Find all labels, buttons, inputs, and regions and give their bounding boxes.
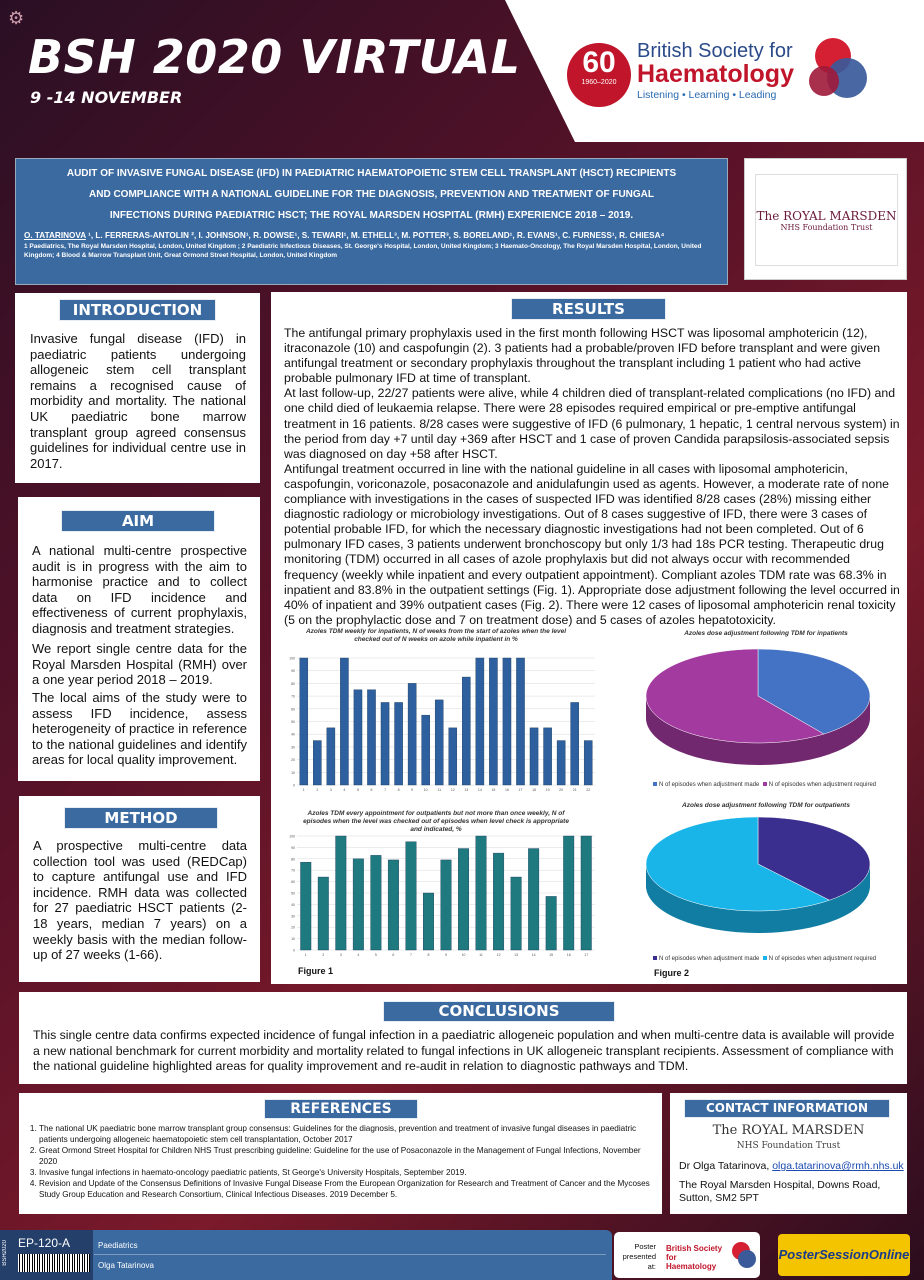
aim-heading: AIM [61, 510, 215, 532]
banner-title: BSH 2020 VIRTUAL [28, 30, 521, 84]
contact-name: Dr Olga Tatarinova, [679, 1160, 773, 1172]
aim-paragraph: The local aims of the study were to assess IFD incidence, assess heterogeneity of practice in reference to the national guidelines and identify areas for local quality improvement. [32, 690, 247, 768]
bar [530, 728, 538, 785]
footer-divider [94, 1254, 606, 1255]
x-tick-label: 22 [586, 788, 591, 792]
chart2-title: Azoles dose adjustment following TDM for inpatients [684, 630, 848, 637]
x-tick-label: 13 [464, 788, 469, 792]
bar [581, 836, 592, 950]
bar [557, 741, 565, 785]
y-tick-label: 40 [291, 732, 295, 737]
first-author: O. TATARINOVA [24, 231, 86, 240]
figure2-label: Figure 2 [654, 968, 690, 978]
bar [516, 658, 524, 785]
x-tick-label: 10 [423, 788, 428, 792]
x-tick-label: 1 [304, 953, 307, 957]
poster-title-box [15, 158, 728, 285]
x-tick-label: 6 [370, 788, 373, 792]
method-text: A prospective multi-centre data collection tool was used (REDCap) to capture antifungal use and IFD incidence. RMH data was collected for 27 paediatric HSCT patients (2-18 years, median 7 years) on a weekly basis with the median follow-up of 27 weeks (1-66). [33, 838, 247, 963]
bar [493, 853, 504, 950]
y-tick-label: 60 [291, 880, 295, 885]
references-panel [19, 1093, 662, 1214]
reference-item: 2. Great Ormond Street Hospital for Children NHS Trust prescribing guideline: Guideline for the use of Posaconazole in the Management of Fungal Infections, November 2020 [39, 1145, 655, 1167]
x-tick-label: 16 [566, 953, 571, 957]
contact-heading: CONTACT INFORMATION [684, 1099, 890, 1118]
results-panel [271, 292, 907, 984]
bar [435, 700, 443, 785]
introduction-panel [15, 293, 260, 483]
chart1-title: Azoles TDM weekly for inpatients, N of weeks from the start of azoles when the level checked out of N weeks on azole while inpatient in % [305, 628, 567, 643]
chart4-title: Azoles dose adjustment following TDM for outpatients [682, 802, 850, 809]
poster-session-online-logo[interactable]: PosterSessionOnline [778, 1234, 910, 1276]
aim-panel [18, 497, 260, 781]
presented-logo-text: British Society for Haematology [666, 1244, 723, 1271]
rm-logo-sub: NHS Foundation Trust [780, 223, 873, 232]
banner-dates: 9 -14 NOVEMBER [30, 88, 183, 107]
x-tick-label: 11 [479, 953, 483, 957]
contact-address: The Royal Marsden Hospital, Downs Road, Sutton, SM2 5PT [679, 1179, 881, 1204]
affiliations: 1 Paediatrics, The Royal Marsden Hospital, London, United Kingdom ; 2 Paediatric Infectious Diseases, St. George's Hospital, London, United Kingdom; 3 Haemato-Oncology, The Royal Marsden Hospital, London, United Kingdom; 4 Blood & Marrow Transplant Unit, Great Ormond Street Hospital, London, United Kingdom [24, 243, 702, 259]
x-tick-label: 15 [491, 788, 496, 792]
method-heading: METHOD [64, 807, 218, 829]
results-paragraph: The antifungal primary prophylaxis used in the first month following HSCT was liposomal amphotericin (12), itraconazole (10) and caspofungin (2). 3 patients had a probable/proven IFD before transplant and were given antifungal treatment or secondary prophylaxis throughout the transplant including 1 patient who had active probable pulmonary IFD at time of transplant. [284, 326, 881, 386]
footer-author: Olga Tatarinova [98, 1261, 154, 1270]
contact-logo-sub: NHS Foundation Trust [736, 1141, 841, 1151]
contact-panel [670, 1093, 907, 1214]
legend-label: N of episodes when adjustment required [768, 782, 877, 788]
bar [423, 893, 434, 950]
outpatient-tdm-bar-chart [283, 832, 603, 964]
bar [300, 658, 308, 785]
bar [503, 658, 511, 785]
anniversary-badge [567, 43, 631, 107]
figure1-label: Figure 1 [298, 966, 334, 976]
y-tick-label: 70 [291, 868, 295, 873]
contact-email-link[interactable]: olga.tatarinova@rmh.nhs.uk [772, 1160, 904, 1172]
inpatient-dose-pie-chart [643, 644, 893, 774]
bar [354, 690, 362, 785]
bsh-logo-circle-icon [809, 66, 839, 96]
bsh-tagline: Listening • Learning • Leading [637, 89, 777, 101]
y-tick-label: 50 [291, 891, 295, 896]
x-tick-label: 14 [477, 788, 482, 792]
bar [563, 836, 574, 950]
bar [336, 836, 347, 950]
y-tick-label: 30 [291, 745, 295, 750]
legend-label: N of episodes when adjustment made [659, 956, 760, 962]
introduction-heading: INTRODUCTION [59, 299, 216, 321]
method-panel [19, 796, 260, 982]
chart3-title: Azoles TDM every appointment for outpatients but not more than once weekly, N of episodes when the level was checked out of episodes when level check is appropriate and indicated, % [303, 810, 569, 833]
x-tick-label: 15 [549, 953, 554, 957]
x-tick-label: 10 [461, 953, 466, 957]
x-tick-label: 4 [343, 788, 346, 792]
bar [406, 842, 417, 950]
chart4-legend [653, 956, 876, 962]
bar [544, 728, 552, 785]
bsh-name-line1: British Society for [637, 40, 793, 62]
y-tick-label: 10 [291, 770, 295, 775]
x-tick-label: 14 [531, 953, 536, 957]
aim-paragraph: A national multi-centre prospective audit is in progress with the aim to harmonise practice and to collect data on IFD incidence and effectiveness of current prophylaxis, diagnosis and treatment strategies. [32, 543, 247, 636]
bar [395, 702, 403, 785]
poster-title-line: AND COMPLIANCE WITH A NATIONAL GUIDELINE FOR THE DIAGNOSIS, PREVENTION AND TREATMENT OF FUNGAL [89, 189, 654, 200]
y-tick-label: 30 [291, 914, 295, 919]
x-tick-label: 2 [316, 788, 319, 792]
reference-item: 4. Revision and Update of the Consensus Definitions of Invasive Fungal Disease From the European Organization for Research and Treatment of Cancer and the Mycoses Study Group Education and Research Consortium, Clinical Infectious Diseases. 2019 December 5. [39, 1178, 655, 1200]
y-tick-label: 80 [291, 681, 295, 686]
bar [388, 860, 399, 950]
presented-at-box[interactable] [614, 1232, 760, 1278]
x-tick-label: 19 [545, 788, 550, 792]
bar [462, 677, 470, 785]
reference-item: 1. The national UK paediatric bone marrow transplant group consensus: Guidelines for the diagnosis, prevention and treatment of invasive fungal diseases in paediatric patients undergoing allogeneic haematopoietic stem cell transplantation, October 2017 [39, 1123, 655, 1145]
bar [381, 702, 389, 785]
chart2-legend [653, 782, 876, 788]
contact-name-line [679, 1160, 904, 1172]
legend-label: N of episodes when adjustment made [659, 782, 760, 788]
y-tick-label: 50 [291, 720, 295, 724]
x-tick-label: 8 [397, 788, 400, 792]
x-tick-label: 5 [356, 788, 359, 792]
x-tick-label: 11 [437, 788, 442, 792]
results-paragraph: At last follow-up, 22/27 patients were alive, while 4 children died of transplant-related complications (no IFD) and one child died of leukaemia relapse. There were 28 episodes required empirical or pre-emptive antifungal treatment in 16 patients. 8/28 cases were suggestive of IFD (6 pulmonary, 1 hepatic, 1 central nervous system) in the period from day +7 until day +369 after HSCT and 1 case of proven Candida parapsilosis-associated sepsis was diagnosed on day +58 after HSCT. [284, 386, 900, 461]
bar [313, 741, 321, 785]
royal-marsden-logo [755, 174, 898, 266]
x-tick-label: 3 [329, 788, 332, 792]
legend-swatch [653, 956, 657, 960]
bar [571, 702, 579, 785]
references-list [27, 1123, 655, 1200]
x-tick-label: 16 [505, 788, 509, 792]
co-authors: ¹, L. FERRERAS-ANTOLIN ², I. JOHNSON¹, R. DOWSE¹, S. TEWARI¹, M. ETHELL³, M. POTTER³, S. BORELAND¹, R. EVANS¹, C. FURNESS¹, R. CHIESA⁴ [85, 231, 665, 240]
y-tick-label: 100 [289, 834, 295, 839]
y-tick-label: 10 [291, 937, 295, 942]
bar [476, 836, 487, 950]
results-paragraph: Antifungal treatment occurred in line with the national guideline in all cases with liposomal amphotericin, caspofungin, voriconazole, posaconazole and anidulafungin used as agents. However, a moderate rate of none compliance with investigations in the cases of suspected IFD was identified 8/28 cases (28%) missing either diagnostic radiology or microbiology investigations. Out of 8 cases suggestive of IFD, there were 3 cases of potential probable IFD, for which the necessary diagnostic investigations had not been completed. Out of 6 pulmonary IFD cases, 3 patients underwent bronchoscopy but only 1/3 had 18s PCR testing. Therapeutic drug monitoring (TDM) occurred in all cases of azole prophylaxis but did not always occur with recommended frequency (weekly while inpatient and every outpatient appointment). Compliant azoles TDM rate was 68.3% in inpatient and 83.8% in the outpatient settings (Fig. 1). Appropriate dose adjustment following the level occurred in 40% of inpatient and 39% outpatient cases (Fig. 2). There were 12 cases of liposomal amphotericin renal toxicity (5 on the prophylactic dose and 7 on treatment dose) and 5 cases of azoles hepatotoxicity. [284, 461, 900, 627]
bar [584, 741, 592, 785]
y-tick-label: 70 [291, 694, 295, 699]
x-tick-label: 9 [411, 788, 414, 792]
y-tick-label: 90 [291, 669, 295, 674]
bar [367, 690, 375, 785]
legend-swatch [653, 782, 657, 786]
y-tick-label: 0 [293, 948, 295, 953]
legend-swatch [763, 956, 767, 960]
conclusions-heading: CONCLUSIONS [383, 1001, 615, 1022]
x-tick-label: 4 [357, 953, 360, 957]
bar [511, 877, 522, 950]
poster-code: EP-120-A [18, 1236, 71, 1250]
x-tick-label: 17 [518, 788, 523, 792]
results-heading: RESULTS [511, 298, 666, 320]
footer-category: Paediatrics [98, 1241, 138, 1250]
x-tick-label: 1 [302, 788, 305, 792]
anniversary-years: 1960–2020 [581, 79, 617, 86]
x-tick-label: 9 [445, 953, 447, 957]
bar [458, 849, 469, 950]
bar [489, 658, 497, 785]
legend-swatch [763, 782, 767, 786]
x-tick-label: 3 [339, 953, 342, 957]
y-tick-label: 60 [291, 707, 295, 712]
bar [546, 896, 557, 950]
references-heading: REFERENCES [264, 1099, 418, 1119]
x-tick-label: 7 [409, 953, 412, 957]
bsh-logo-circle-icon [738, 1250, 756, 1268]
contact-logo-name: The ROYAL MARSDEN [712, 1123, 865, 1138]
conclusions-text: This single centre data confirms expected incidence of fungal infection in a paediatric allogeneic population and when multi-centre data is available will provide a new national benchmark for current morbidity and mortality related to fungal infections in UK allogeneic transplant recipients. Assessment of compliance with the national guideline highlighted areas for quality improvement and re-audit in relation to diagnostic pathways and TDM. [33, 1028, 895, 1073]
presented-at-label: Poster presented at: [622, 1242, 656, 1271]
bar [340, 658, 348, 785]
bar [476, 658, 484, 785]
rm-logo-name: The ROYAL MARSDEN [756, 209, 897, 223]
poster-title-line: AUDIT OF INVASIVE FUNGAL DISEASE (IFD) IN PAEDIATRIC HAEMATOPOIETIC STEM CELL TRANSPLANT (HSCT) RECIPIENTS [66, 168, 677, 179]
results-text [284, 326, 900, 628]
bar [528, 849, 539, 950]
y-tick-label: 20 [291, 925, 295, 930]
x-tick-label: 5 [374, 953, 377, 957]
bar [318, 877, 329, 950]
authors [24, 230, 719, 241]
barcode-icon [18, 1254, 90, 1272]
y-tick-label: 90 [291, 845, 295, 850]
x-tick-label: 12 [450, 788, 455, 792]
inpatient-tdm-bar-chart [283, 654, 603, 799]
y-tick-label: 20 [291, 758, 295, 763]
footer-vertical-label: BSH2020 [2, 1240, 8, 1266]
gear-icon: ⚙ [8, 8, 25, 28]
bsh-name-line2: Haematology [637, 60, 794, 88]
x-tick-label: 7 [384, 788, 387, 792]
x-tick-label: 20 [559, 788, 564, 792]
conclusions-panel [19, 992, 907, 1084]
bar [371, 855, 382, 950]
y-tick-label: 40 [291, 902, 295, 907]
y-tick-label: 0 [293, 783, 295, 788]
outpatient-dose-pie-chart [643, 812, 893, 942]
x-tick-label: 2 [322, 953, 325, 957]
x-tick-label: 17 [584, 953, 589, 957]
bar [327, 728, 335, 785]
royal-marsden-logo-box [744, 158, 907, 280]
bar [441, 860, 452, 950]
x-tick-label: 6 [392, 953, 395, 957]
anniversary-number: 60 [582, 46, 616, 79]
x-tick-label: 21 [572, 788, 577, 792]
x-tick-label: 8 [427, 953, 430, 957]
poster-title-line: INFECTIONS DURING PAEDIATRIC HSCT; THE ROYAL MARSDEN HOSPITAL (RMH) EXPERIENCE 2018 – 2019. [109, 210, 634, 221]
bar [353, 859, 364, 950]
aim-paragraph: We report single centre data for the Royal Marsden Hospital (RMH) over a one year period 2018 – 2019. [32, 641, 247, 688]
bar [408, 683, 416, 785]
x-tick-label: 13 [514, 953, 519, 957]
reference-item: 3. Invasive fungal infections in haemato-oncology paediatric patients, St George's University Hospitals, September 2019. [39, 1167, 655, 1178]
bar [449, 728, 457, 785]
bar [301, 862, 312, 950]
legend-label: N of episodes when adjustment required [768, 956, 877, 962]
y-tick-label: 100 [289, 656, 295, 661]
bar [422, 715, 430, 785]
y-tick-label: 80 [291, 857, 295, 862]
x-tick-label: 18 [532, 788, 536, 792]
x-tick-label: 12 [496, 953, 501, 957]
introduction-text: Invasive fungal disease (IFD) in paediatric patients undergoing allogeneic stem cell transplant remains a recognised cause of morbidity and mortality. The national UK paediatric bone marrow transplant group agreed consensus guidelines for individual centre use in 2017. [30, 331, 246, 471]
